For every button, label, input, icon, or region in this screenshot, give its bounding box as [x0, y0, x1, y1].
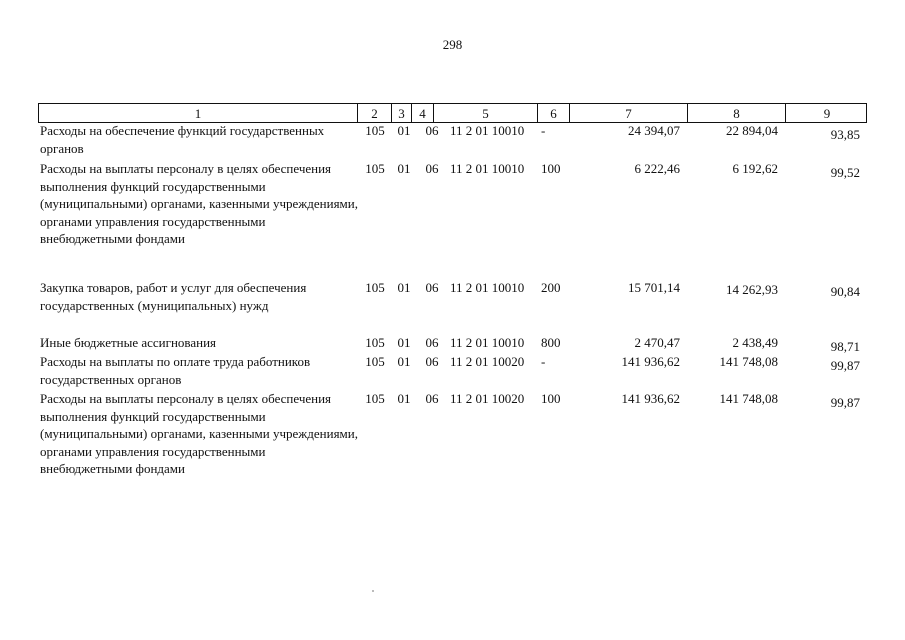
row-col-6: 800 [541, 335, 561, 350]
row-col-3: 01 [397, 161, 411, 176]
row-col-5: 11 2 01 10020 [450, 391, 525, 406]
row-description: Расходы на выплаты персоналу в целях обеспечения выполнения функций государственными (муниципальными) органами, казенными учреждениями, органами управления государственными внебюджетными фондами [40, 391, 358, 476]
header-col-9: 9 [785, 104, 868, 122]
row-col-2: 105 [365, 280, 385, 295]
row-col-6: - [541, 123, 546, 138]
row-col-6: 100 [541, 161, 561, 176]
header-col-4: 4 [411, 104, 433, 122]
row-col-4: 06 [425, 335, 439, 350]
row-col-7: 2 470,47 [634, 335, 680, 350]
row-col-7: 141 936,62 [621, 391, 680, 406]
row-col-4: 06 [425, 391, 439, 406]
header-col-7: 7 [569, 104, 687, 122]
row-col-9: 99,87 [830, 358, 860, 373]
row-col-5: 11 2 01 10010 [450, 280, 525, 295]
row-col-5: 11 2 01 10010 [450, 123, 525, 138]
header-col-3: 3 [391, 104, 411, 122]
row-col-7: 141 936,62 [621, 354, 680, 369]
row-col-9: 93,85 [830, 127, 860, 142]
row-col-3: 01 [397, 280, 411, 295]
row-col-3: 01 [397, 123, 411, 138]
row-col-8: 14 262,93 [726, 282, 778, 297]
row-col-6: 200 [541, 280, 561, 295]
row-col-6: - [541, 354, 546, 369]
row-col-6: 100 [541, 391, 561, 406]
row-col-8: 141 748,08 [719, 354, 778, 369]
page-number: 298 [442, 37, 463, 52]
row-col-9: 90,84 [830, 284, 860, 299]
header-col-6: 6 [537, 104, 569, 122]
row-col-5: 11 2 01 10010 [450, 335, 525, 350]
row-col-7: 24 394,07 [628, 123, 680, 138]
row-col-8: 2 438,49 [732, 335, 778, 350]
row-description: Расходы на выплаты по оплате труда работников государственных органов [40, 354, 311, 387]
row-col-3: 01 [397, 354, 411, 369]
row-col-8: 141 748,08 [719, 391, 778, 406]
row-col-4: 06 [425, 123, 439, 138]
row-col-7: 15 701,14 [628, 280, 680, 295]
row-col-3: 01 [397, 335, 411, 350]
scan-speck [372, 590, 374, 592]
row-col-5: 11 2 01 10020 [450, 354, 525, 369]
row-col-5: 11 2 01 10010 [450, 161, 525, 176]
row-col-4: 06 [425, 354, 439, 369]
row-col-7: 6 222,46 [634, 161, 680, 176]
row-col-4: 06 [425, 280, 439, 295]
header-col-8: 8 [687, 104, 785, 122]
row-col-2: 105 [365, 354, 385, 369]
row-col-9: 98,71 [830, 339, 860, 354]
row-col-8: 6 192,62 [732, 161, 778, 176]
row-description: Закупка товаров, работ и услуг для обеспечения государственных (муниципальных) нужд [40, 280, 307, 313]
row-col-2: 105 [365, 161, 385, 176]
row-col-8: 22 894,04 [726, 123, 778, 138]
row-col-2: 105 [365, 123, 385, 138]
header-col-5: 5 [433, 104, 537, 122]
row-description: Расходы на выплаты персоналу в целях обеспечения выполнения функций государственными (муниципальными) органами, казенными учреждениями, органами управления государственными внебюджетными фондами [40, 161, 358, 246]
row-col-9: 99,87 [830, 395, 860, 410]
row-col-9: 99,52 [830, 165, 860, 180]
row-description: Иные бюджетные ассигнования [40, 335, 217, 350]
row-col-2: 105 [365, 335, 385, 350]
header-col-1: 1 [194, 106, 202, 121]
header-col-2: 2 [357, 104, 391, 122]
row-col-4: 06 [425, 161, 439, 176]
row-col-3: 01 [397, 391, 411, 406]
row-description: Расходы на обеспечение функций государственных органов [40, 123, 325, 156]
row-col-2: 105 [365, 391, 385, 406]
